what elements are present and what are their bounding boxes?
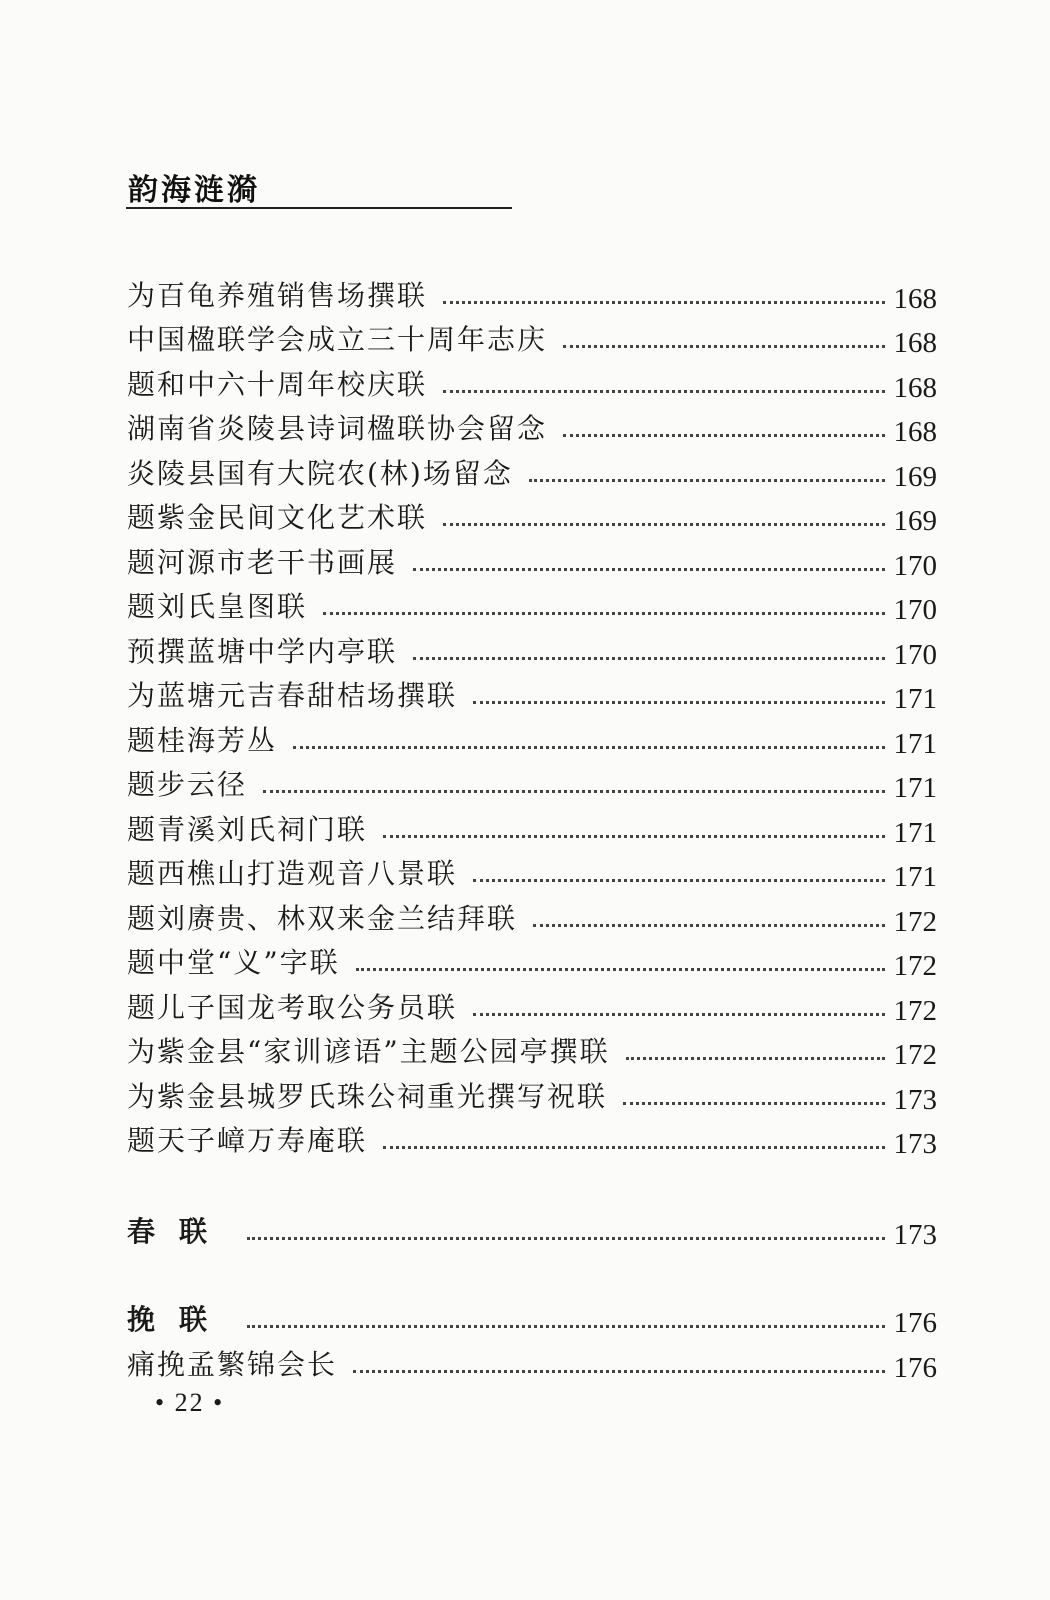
toc-entry [127,980,937,1025]
dot-leader [443,390,885,393]
page-number: • 22 • [155,1388,225,1417]
entry-page: 172 [893,1039,937,1071]
dot-leader [323,612,885,615]
dot-leader [383,1146,885,1149]
entry-title: 为百龟养殖销售场撰联 [127,278,428,312]
entry-page: 170 [893,638,937,671]
section-page: 173 [893,1218,937,1251]
section-spacer [127,1249,937,1293]
toc-entry [127,491,937,536]
toc-entry [127,847,937,892]
entry-title: 题河源市老干书画展 [127,545,398,579]
toc-entry [127,1025,937,1070]
dot-leader [263,790,885,793]
dot-leader [623,1102,885,1105]
entry-title: 炎陵县国有大院农(林)场留念 [127,456,513,490]
dot-leader [413,657,885,660]
toc-entry [127,357,937,402]
toc-entry [127,402,937,447]
section-spacer [127,1158,937,1204]
dot-leader [356,968,885,971]
toc-entry [127,268,937,313]
dot-leader [473,701,885,704]
dot-leader [353,1370,885,1373]
entry-title: 痛挽孟繁锦会长 [127,1347,338,1381]
dot-leader [247,1237,885,1240]
section-heading-elegiac-couplets [127,1293,937,1338]
toc-entry [127,1337,937,1382]
dot-leader [563,434,885,437]
entry-page: 168 [893,416,937,448]
toc-entry [127,580,937,625]
entry-title: 中国楹联学会成立三十周年志庆 [127,323,548,356]
entry-page: 172 [893,950,937,982]
running-head: 韵海涟漪 [128,173,260,208]
toc-entry [127,535,937,580]
section-title: 春联 [127,1214,232,1248]
dot-leader [443,301,885,304]
entry-page: 170 [893,594,937,626]
entry-title: 题刘氏皇图联 [127,590,308,623]
entry-page: 172 [893,994,937,1027]
entry-title: 题天子嶂万寿庵联 [127,1124,368,1157]
toc-entry [127,713,937,758]
entry-page: 168 [893,327,937,359]
entry-page: 173 [893,1128,937,1160]
entry-title: 为紫金县“家训谚语”主题公园亭撰联 [127,1035,610,1068]
entry-page: 170 [893,549,937,582]
dot-leader [383,835,885,838]
toc-entry [127,624,937,669]
entry-title: 题西樵山打造观音八景联 [127,857,458,890]
dot-leader [443,523,885,526]
entry-title: 题桂海芳丛 [127,723,278,757]
entry-page: 171 [893,683,937,715]
toc-entry [127,446,937,491]
entry-page: 168 [893,371,937,404]
toc-entry [127,802,937,847]
header-rule [126,207,512,209]
entry-page: 172 [893,905,937,938]
dot-leader [529,479,885,482]
entry-page: 171 [893,816,937,849]
entry-title: 湖南省炎陵县诗词楹联协会留念 [127,412,548,445]
entry-title: 题中堂“义”字联 [127,946,340,979]
dot-leader [626,1057,885,1060]
toc-entry [127,1069,937,1114]
entry-page: 171 [893,772,937,804]
section-title: 挽联 [127,1303,232,1336]
table-of-contents [127,268,937,1382]
dot-leader [473,1013,885,1016]
dot-leader [413,568,885,571]
dot-leader [533,924,885,927]
entry-title: 为蓝塘元吉春甜桔场撰联 [127,679,458,712]
section-page: 176 [893,1307,937,1339]
section-heading-spring-couplets [127,1204,937,1249]
entry-title: 题青溪刘氏祠门联 [127,812,368,846]
toc-entry [127,891,937,936]
toc-entry [127,669,937,714]
entry-title: 题步云径 [127,768,248,801]
toc-entry [127,313,937,358]
entry-title: 题紫金民间文化艺术联 [127,501,428,534]
entry-title: 预撰蓝塘中学内亭联 [127,634,398,668]
dot-leader [293,746,885,749]
toc-entry [127,758,937,803]
entry-page: 169 [893,460,937,493]
entry-page: 173 [893,1083,937,1116]
dot-leader [563,345,885,348]
entry-title: 题和中六十周年校庆联 [127,367,428,401]
entry-page: 169 [893,505,937,537]
dot-leader [473,879,885,882]
entry-page: 171 [893,861,937,893]
entry-title: 题刘赓贵、林双来金兰结拜联 [127,901,518,935]
entry-page: 176 [893,1351,937,1384]
entry-page: 168 [893,282,937,315]
toc-entry [127,1114,937,1159]
entry-page: 171 [893,727,937,760]
toc-entry [127,936,937,981]
dot-leader [247,1325,885,1328]
entry-title: 题儿子国龙考取公务员联 [127,990,458,1024]
entry-title: 为紫金县城罗氏珠公祠重光撰写祝联 [127,1079,608,1113]
